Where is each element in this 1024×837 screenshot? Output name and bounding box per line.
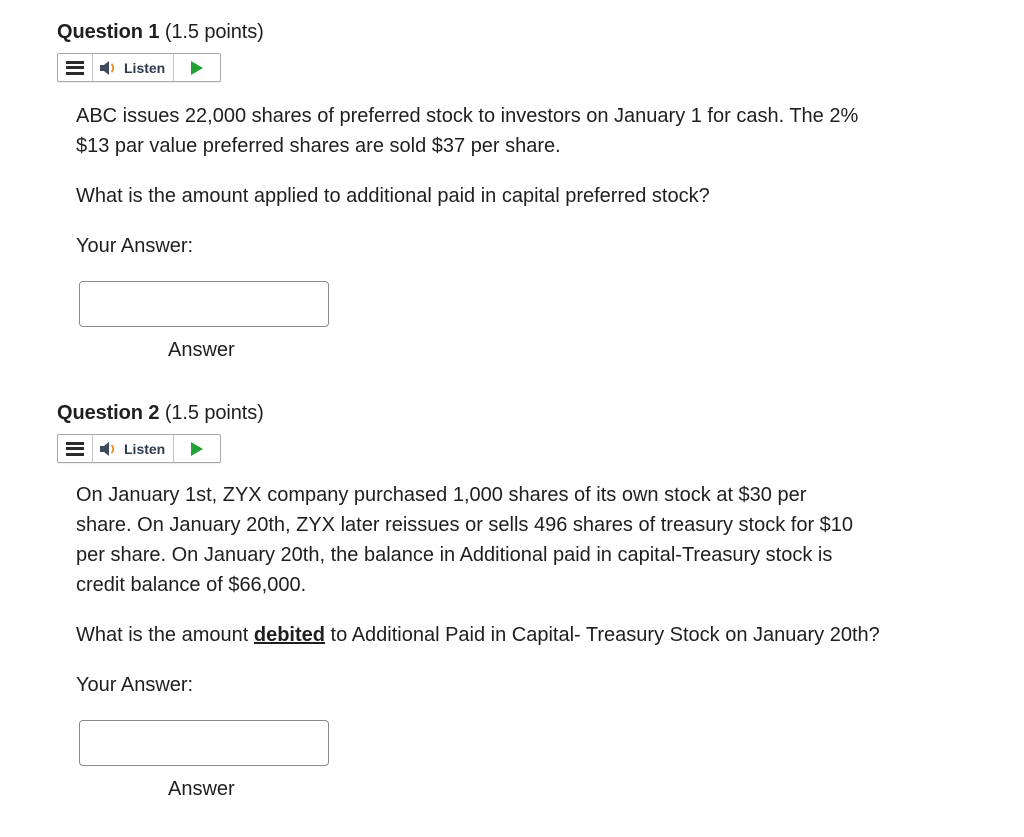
speaker-icon <box>99 441 119 457</box>
listen-label: Listen <box>124 59 166 76</box>
answer-input[interactable] <box>79 281 329 327</box>
question-heading <box>57 401 957 425</box>
question-points: (1.5 points) <box>164 402 264 424</box>
listen-toolbar <box>57 434 221 463</box>
question-ask <box>76 620 886 650</box>
question-points: (1.5 points) <box>164 21 264 43</box>
menu-icon <box>66 442 84 456</box>
answer-input[interactable] <box>79 720 329 766</box>
ask-text: to Additional Paid in Capital- Treasury Stock on January 20th? <box>325 624 880 646</box>
play-icon <box>191 61 203 75</box>
listen-toolbar <box>57 53 221 82</box>
answer-label: Answer <box>168 339 235 361</box>
your-answer-label: Your Answer: <box>76 235 194 257</box>
question-prompt: On January 1st, ZYX company purchased 1,000 shares of its own stock at $30 per share. On January 20th, ZYX later reissues or sells 496 shares of treasury stock for $10 per share. On January 20th, the balance in Additional paid in capital-Treasury stock is credit balance of $66,000. <box>76 484 854 596</box>
speaker-icon <box>99 60 119 76</box>
ask-emphasis: debited <box>253 624 325 646</box>
question-prompt: ABC issues 22,000 shares of preferred stock to investors on January 1 for cash. The 2% $13 par value preferred shares are sold $37 per share. <box>76 105 859 157</box>
play-button[interactable] <box>174 54 220 81</box>
ask-text: What is the amount <box>76 624 254 646</box>
question-1 <box>57 20 957 365</box>
question-heading <box>57 20 957 44</box>
listen-label: Listen <box>124 440 166 457</box>
listen-button[interactable] <box>92 54 174 81</box>
listen-menu-button[interactable] <box>58 54 92 81</box>
question-title: Question 1 <box>57 21 160 43</box>
answer-label: Answer <box>168 778 235 800</box>
play-button[interactable] <box>174 435 220 462</box>
your-answer-label: Your Answer: <box>76 674 194 696</box>
question-title: Question 2 <box>57 402 160 424</box>
question-2 <box>57 401 957 804</box>
question-ask: What is the amount applied to additional paid in capital preferred stock? <box>76 185 710 207</box>
listen-menu-button[interactable] <box>58 435 92 462</box>
listen-button[interactable] <box>92 435 174 462</box>
question-body <box>76 101 957 365</box>
menu-icon <box>66 61 84 75</box>
question-body <box>76 480 957 804</box>
play-icon <box>191 442 203 456</box>
